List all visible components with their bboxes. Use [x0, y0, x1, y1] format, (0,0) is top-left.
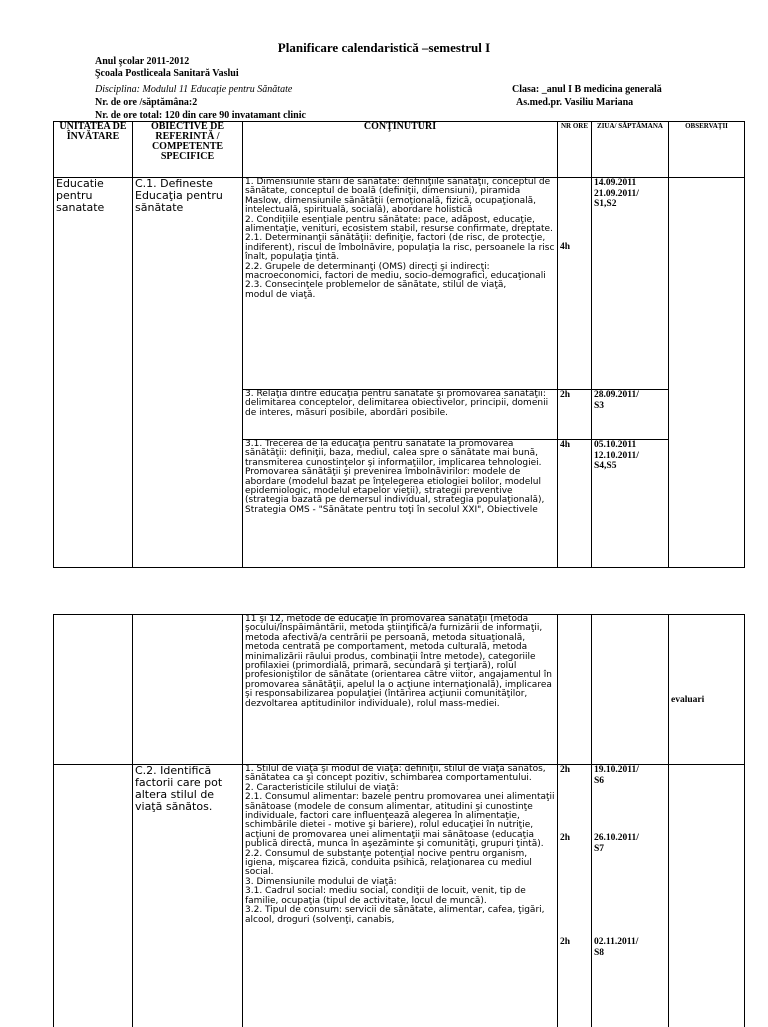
- table-row: [54, 765, 745, 1027]
- observation-text: evaluari: [671, 695, 705, 705]
- observations-cell: [669, 178, 745, 568]
- date-line: 19.10.2011/: [594, 765, 639, 775]
- date-line: 28.09.2011/: [594, 390, 639, 400]
- date-line: 21.09.2011/: [594, 188, 639, 199]
- planning-table-page1: [53, 121, 745, 568]
- header-nr-ore: NR ORE: [558, 122, 592, 178]
- week-line: S4,S5: [594, 461, 617, 471]
- date-cell: [592, 440, 669, 568]
- header-ziua: ZIUA/ SĂPTĂMANA: [592, 122, 669, 178]
- content-cell: [243, 390, 558, 440]
- week-line: S3: [594, 400, 605, 411]
- date-line: 26.10.2011/: [594, 833, 639, 843]
- content-cell: [243, 440, 558, 568]
- table-header-row: [54, 122, 745, 178]
- content-paragraph: 2. Caracteristicile stilului de viaţă:: [245, 782, 399, 793]
- teacher-name: As.med.pr. Vasiliu Mariana: [516, 97, 634, 108]
- content-paragraph: modul de viaţă.: [245, 289, 316, 300]
- week-line: S8: [594, 947, 605, 958]
- week-line: S6: [594, 775, 605, 786]
- observations-cell: [669, 765, 745, 1027]
- hours-value: 4h: [560, 242, 571, 252]
- competence-c1: C.1. Defineste Educaţia pentru sănătate: [133, 178, 243, 568]
- content-paragraph: Promovarea sănătăţii şi prevenirea îmbolnăvirilor: modele de abordare (modelul bazat pe înţelegerea etiologiei bolilor, modelul epidemiologic, modelul etapelor vieţii), strategii preventive (strategia bazată pe demersul individual, strategia populaţională), Strategia OMS - "Sănătate pentru toţi în secolul XXI", Obiectivele: [245, 467, 545, 515]
- school-year: Anul şcolar 2011-2012: [95, 56, 190, 67]
- date-cell: [592, 615, 669, 765]
- content-paragraph: 2.1. Consumul alimentar: bazele pentru promovarea unei alimentaţii sănătoase (modele de consum alimentar, atitudini şi cunostinţe individuale, factori care influenţează alegerea în alimentaţie, schimbările dietei - motive şi bariere), rolul educaţiei în nutriţie, acţiuni de promovarea unei alimentaţii mai sănătoase (educaţia publică directă, munca în aşezăminte şi comunităţi, grupuri ţintă).: [245, 792, 555, 850]
- date-line: 02.11.2011/: [594, 937, 639, 947]
- hours-cell: [558, 615, 592, 765]
- competence-cell-continued: [133, 615, 243, 765]
- date-line: 14.09.2011: [594, 178, 637, 188]
- date-line: 12.10.2011/: [594, 450, 639, 461]
- unit-cell-continued: [54, 765, 133, 1027]
- observations-cell: [669, 615, 745, 765]
- class-info: Clasa: _anul I B medicina generală: [512, 84, 662, 95]
- content-paragraph: 11 şi 12, metode de educaţie în promovarea sănătăţii (metoda şocului/înspăimântării, metoda ştiinţifică/a furnizării de informaţii, metoda afectivă/a centrării pe persoană, metoda situaţională, metoda centrată pe comportament, metoda culturală, metoda minimalizării răului produs, combinaţii între metode), categoriile profilaxiei (primordială, primară, secundară şi terţiară), rolul profesioniştilor de sănătate (orientarea către viitor, angajamentul în promovarea sănătăţii, apelul la o acţiune internaţională), implicarea şi responsabilizarea populaţiei (întărirea acţiunii comunităţilor, dezvoltarea aptitudinilor individuale), rolul mass-mediei.: [245, 614, 552, 709]
- hours-value: 2h: [560, 833, 571, 843]
- discipline: Disciplina: Modulul 11 Educaţie pentru Sănătate: [95, 84, 293, 95]
- table-row: [54, 178, 745, 390]
- week-line: S7: [594, 843, 605, 854]
- session-date: [594, 765, 666, 833]
- date-cell: [592, 178, 669, 390]
- content-paragraph: 2.2. Grupele de determinanţi (OMS) direcţi şi indirecţi: macroeconomici, factori de mediu, socio-demografici, educaţionali: [245, 261, 546, 282]
- date-cell: [592, 765, 669, 1027]
- hours-value: 2h: [560, 937, 571, 947]
- content-paragraph: 2.2. Consumul de substanţe potenţial nocive pentru organism, igiena, mişcarea fizică, conduita psihică, relaţionarea cu mediul social.: [245, 848, 532, 878]
- unit-cell: Educatie pentru sanatate: [54, 178, 133, 568]
- content-paragraph: 3. Relaţia dintre educaţia pentru sănătate şi promovarea sănătăţii: delimitarea conceptelor, delimitarea obiectivelor, principii, domenii de interes, măsuri posibile, abordări posibile.: [245, 389, 549, 418]
- header-continuturi: CONŢINUTURI: [243, 122, 558, 178]
- content-cell: [243, 615, 558, 765]
- header-obiective: OBIECTIVE DE REFERINTĂ / COMPETENTE SPECIFICE: [133, 122, 243, 178]
- planning-table-page2: [53, 614, 745, 1027]
- hours-cell: 2h: [558, 390, 592, 440]
- content-paragraph: 3.1. Trecerea de la educaţia pentru sănătate la promovarea sănătăţii: definiţii, baza, mediul, calea spre o sănătate mai bună, transmiterea cunostinţelor şi informaţiilor, implicarea tehnologiei.: [245, 439, 542, 468]
- content-paragraph: 1. Dimensiunile stării de sănătate: definiţiile sănătăţii, conceptul de sănătate, conceptul de boală (definiţii, dimensiuni), piramida Maslow, dimensiunile sănătăţii (emoţională, fizică, ocupaţională, intelectuală, spirituală, socială), abordare holistică: [245, 177, 551, 216]
- hours-cell: 4h: [558, 440, 592, 568]
- header-unitatea: UNITATEA DE ÎNVĂTARE: [54, 122, 133, 178]
- hours-cell: [558, 765, 592, 1027]
- week-line: S1,S2: [594, 199, 617, 209]
- school-name: Şcoala Postliceala Sanitară Vaslui: [95, 68, 239, 79]
- header-observatii: OBSERVAŢII: [669, 122, 745, 178]
- content-paragraph: 3. Dimensiunile modului de viaţă:: [245, 876, 397, 887]
- content-paragraph: 3.1. Cadrul social: mediu social, condiţii de locuit, venit, tip de familie, ocupaţia (tipul de activitate, locul de muncă).: [245, 886, 526, 906]
- date-line: 05.10.2011: [594, 440, 637, 450]
- hours-cell: [558, 178, 592, 390]
- competence-c2: C.2. Identifică factorii care pot altera stilul de viaţă sănătos.: [133, 765, 243, 1027]
- content-paragraph: 2.3. Consecinţele problemelor de sănătate, stilul de viaţă,: [245, 280, 507, 291]
- hours-per-week: Nr. de ore /săptămâna:2: [95, 97, 198, 108]
- content-paragraph: 3.2. Tipul de consum: servicii de sănătate, alimentar, cafea, ţigări, alcool, droguri (solvenţi, canabis,: [245, 905, 545, 925]
- session-date: [594, 833, 666, 937]
- date-cell: [592, 390, 669, 440]
- page-title: Planificare calendaristică –semestrul I: [277, 40, 491, 55]
- table-row: [54, 615, 745, 765]
- hours-value: 2h: [560, 765, 571, 775]
- unit-cell-continued: [54, 615, 133, 765]
- content-paragraph: 2. Condiţiile esenţiale pentru sănătate: pace, adăpost, educaţie, alimentaţie, venituri, ecosistem stabil, resurse confirmate, dreptate.: [245, 214, 553, 235]
- content-cell: [243, 765, 558, 1027]
- content-cell: [243, 178, 558, 390]
- content-paragraph: 1. Stilul de viaţă şi modul de viaţă: definiţii, stilul de viaţă sănătos, sănătatea ca şi concept pozitiv, schimbarea comportamentului.: [245, 764, 546, 784]
- hours-total: Nr. de ore total: 120 din care 90 invatamant clinic: [95, 110, 306, 121]
- session-date: [594, 937, 666, 958]
- content-paragraph: 2.1. Determinanţii sănătăţii: definiţie, factori (de risc, de protecţie, indiferent), riscul de îmbolnăvire, populaţia la risc, persoanele la risc înalt, populaţia ţintă.: [245, 233, 555, 263]
